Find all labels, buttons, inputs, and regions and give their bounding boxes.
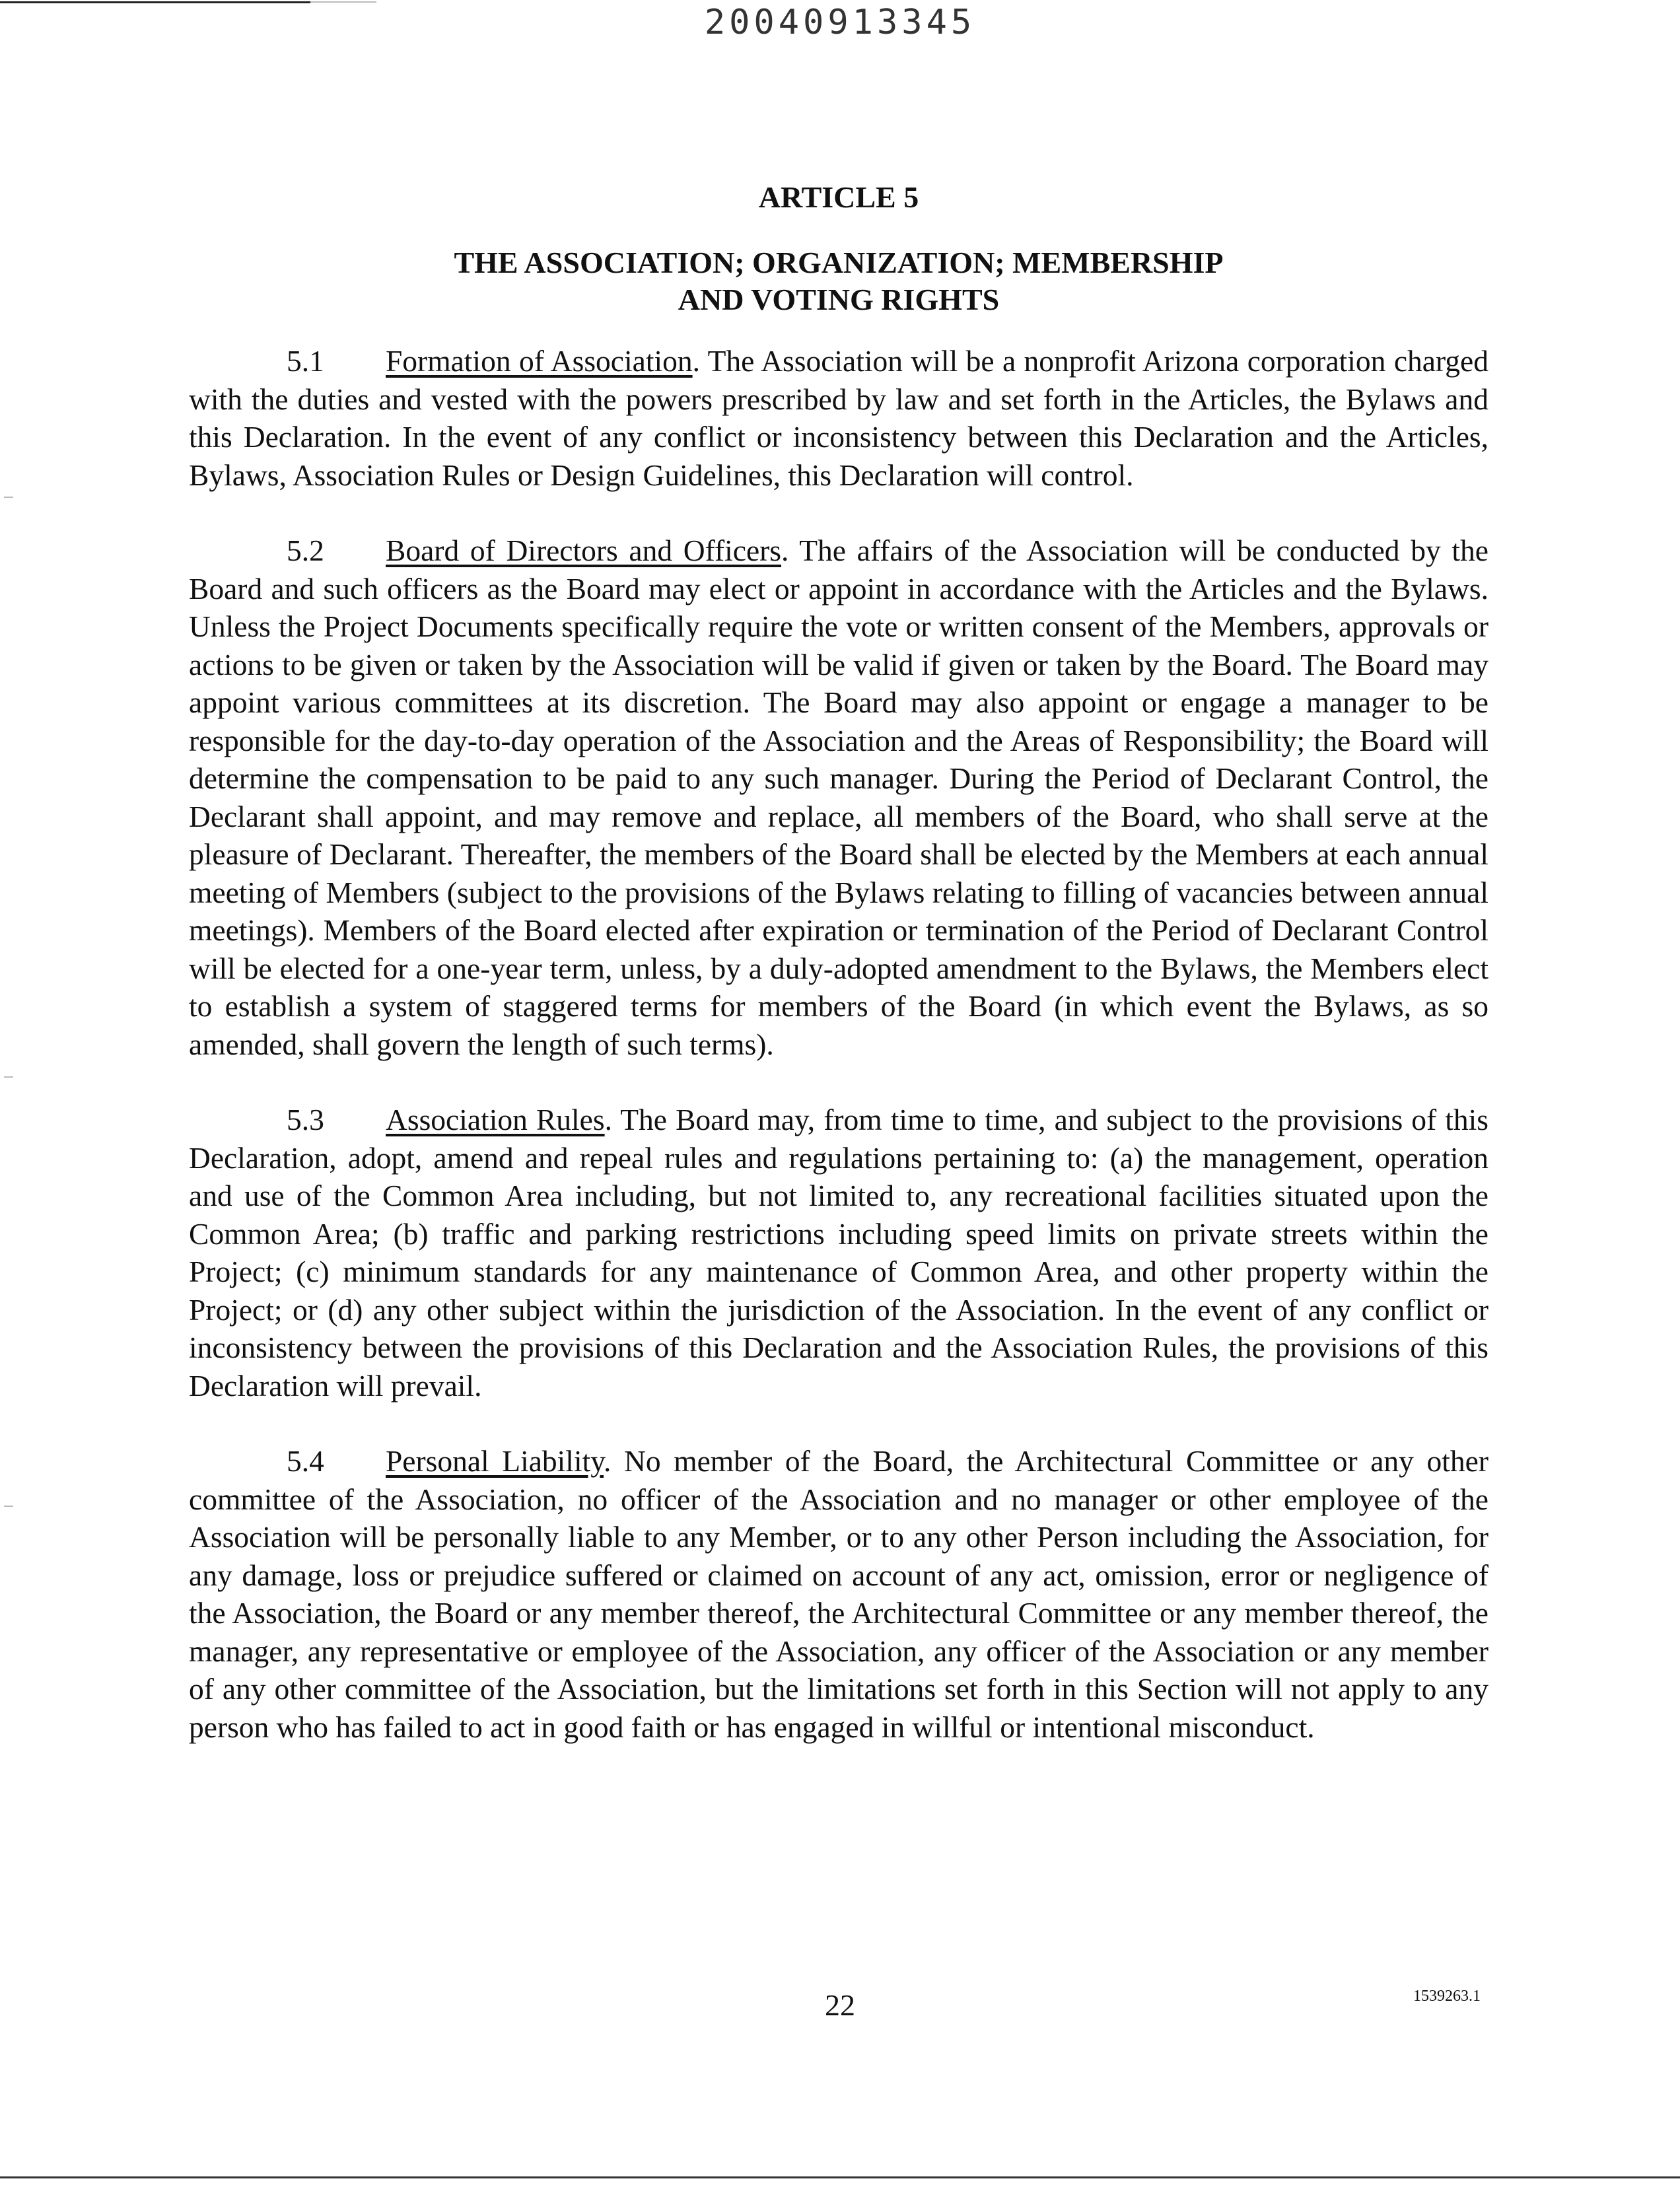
section-title: Personal Liability	[386, 1444, 604, 1478]
section-body: The affairs of the Association will be conducted by the Board and such officers as the Board may elect or appoint in accordance with the Articles and the Bylaws. Unless the Project Documents specifically require the vote or written consent of the Members, approvals or actions to be given or taken by the Association will be valid if given or taken by the Board. The Board may appoint various committees at its discretion. The Board may also appoint or engage a manager to be responsible for the day-to-day operation of the Association and the Areas of Responsibility; the Board will determine the compensation to be paid to any such manager. During the Period of Declarant Control, the Declarant shall appoint, and may remove and replace, all members of the Board, who shall serve at the pleasure of Declarant. Thereafter, the members of the Board shall be elected by the Members at each annual meeting of Members (subject to the provisions of the Bylaws relating to filling of vacancies between annual meetings). Members of the Board elected after expiration or termination of the Period of Declarant Control will be elected for a one-year term, unless, by a duly-adopted amendment to the Bylaws, the Members elect to establish a system of staggered terms for members of the Board (in which event the Bylaws, as so amended, shall govern the length of such terms).	[189, 534, 1488, 1061]
section-number: 5.4	[287, 1444, 324, 1478]
section-number: 5.3	[287, 1103, 324, 1136]
article-title-line-2: AND VOTING RIGHTS	[678, 283, 1000, 316]
margin-mark	[4, 1506, 13, 1507]
article-title	[189, 244, 1488, 318]
document-id: 1539263.1	[1413, 1988, 1481, 2005]
section-body: The Association will be a nonprofit Arizona corporation charged with the duties and vested with the powers prescribed by law and set forth in the Articles, the Bylaws and this Declaration. In the event of any conflict or inconsistency between this Declaration and the Articles, Bylaws, Association Rules or Design Guidelines, this Declaration will control.	[189, 344, 1488, 492]
section-5-3: 5.3 Association Rules. The Board may, from time to time, and subject to the provisions of this Declaration, adopt, amend and repeal rules and regulations pertaining to: (a) the management, operation and use of the Common Area including, but not limited to, any recreational facilities situated upon the Common Area; (b) traffic and parking restrictions including speed limits on private streets within the Project; (c) minimum standards for any maintenance of Common Area, and other property within the Project; or (d) any other subject within the jurisdiction of the Association. In the event of any conflict or inconsistency between the provisions of this Declaration and the Association Rules, the provisions of this Declaration will prevail.	[189, 1101, 1488, 1405]
page-number: 22	[825, 1988, 855, 2022]
section-title: Formation of Association	[386, 344, 693, 378]
section-5-1: 5.1 Formation of Association. The Association will be a nonprofit Arizona corporation charged with the duties and vested with the powers prescribed by law and set forth in the Articles, the Bylaws and this Declaration. In the event of any conflict or inconsistency between this Declaration and the Articles, Bylaws, Association Rules or Design Guidelines, this Declaration will control.	[189, 342, 1488, 494]
recording-number: 20040913345	[704, 3, 976, 42]
section-5-4: 5.4 Personal Liability. No member of the Board, the Architectural Committee or any other committee of the Association, no officer of the Association and no manager or other employee of the Association will be personally liable to any Member, or to any other Person including the Association, for any damage, loss or prejudice suffered or claimed on account of any act, omission, error or negligence of the Association, the Board or any member thereof, the Architectural Committee or any member thereof, the manager, any representative or employee of the Association, any officer of the Association or any member of any other committee of the Association, but the limitations set forth in this Section will not apply to any person who has failed to act in good faith or has engaged in willful or intentional misconduct.	[189, 1442, 1488, 1746]
article-title-line-1: THE ASSOCIATION; ORGANIZATION; MEMBERSHIP	[454, 246, 1224, 279]
section-5-2: 5.2 Board of Directors and Officers. The affairs of the Association will be conducted by the Board and such officers as the Board may elect or appoint in accordance with the Articles and the Bylaws. Unless the Project Documents specifically require the vote or written consent of the Members, approvals or actions to be given or taken by the Association will be valid if given or taken by the Board. The Board may appoint various committees at its discretion. The Board may also appoint or engage a manager to be responsible for the day-to-day operation of the Association and the Areas of Responsibility; the Board will determine the compensation to be paid to any such manager. During the Period of Declarant Control, the Declarant shall appoint, and may remove and replace, all members of the Board, who shall serve at the pleasure of Declarant. Thereafter, the members of the Board shall be elected by the Members at each annual meeting of Members (subject to the provisions of the Bylaws relating to filling of vacancies between annual meetings). Members of the Board elected after expiration or termination of the Period of Declarant Control will be elected for a one-year term, unless, by a duly-adopted amendment to the Bylaws, the Members elect to establish a system of staggered terms for members of the Board (in which event the Bylaws, as so amended, shall govern the length of such terms).	[189, 532, 1488, 1063]
section-number: 5.2	[287, 534, 324, 567]
margin-mark	[4, 1076, 13, 1078]
section-body: The Board may, from time to time, and subject to the provisions of this Declaration, adopt, amend and repeal rules and regulations pertaining to: (a) the management, operation and use of the Common Area including, but not limited to, any recreational facilities situated upon the Common Area; (b) traffic and parking restrictions including speed limits on private streets within the Project; (c) minimum standards for any maintenance of Common Area, and other property within the Project; or (d) any other subject within the jurisdiction of the Association. In the event of any conflict or inconsistency between the provisions of this Declaration and the Association Rules, the provisions of this Declaration will prevail.	[189, 1103, 1488, 1403]
margin-mark	[4, 497, 13, 498]
document-body	[189, 178, 1488, 1784]
section-title: Board of Directors and Officers	[386, 534, 781, 567]
bottom-scan-rule	[0, 2176, 1680, 2178]
section-title: Association Rules	[386, 1103, 605, 1136]
section-body: No member of the Board, the Architectural Committee or any other committee of the Association, no officer of the Association and no manager or other employee of the Association will be personally liable to any Member, or to any other Person including the Association, for any damage, loss or prejudice suffered or claimed on account of any act, omission, error or negligence of the Association, the Board or any member thereof, the Architectural Committee or any member thereof, the manager, any representative or employee of the Association, any officer of the Association or any member of any other committee of the Association, but the limitations set forth in this Section will not apply to any person who has failed to act in good faith or has engaged in willful or intentional misconduct.	[189, 1444, 1489, 1744]
article-heading: ARTICLE 5	[758, 180, 919, 214]
section-number: 5.1	[287, 344, 324, 378]
